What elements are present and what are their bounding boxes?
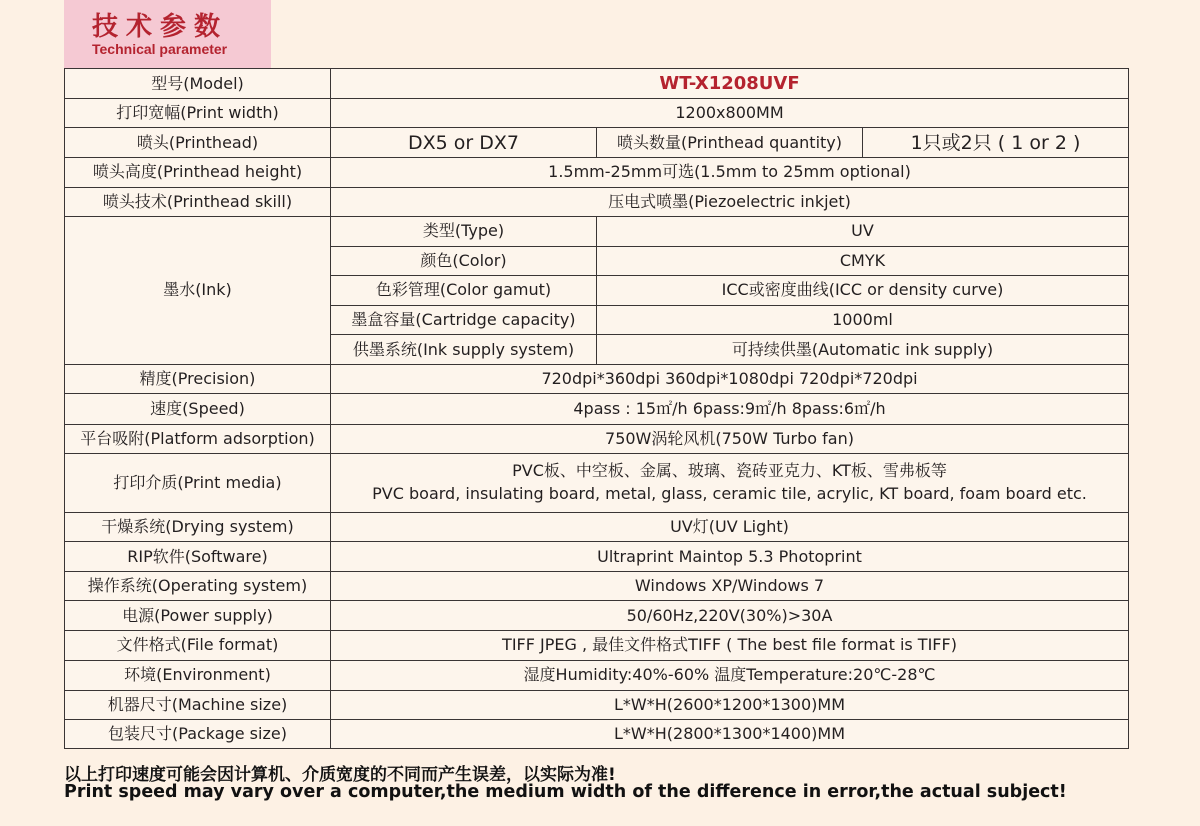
environment-label: 环境(Environment) [65, 660, 331, 690]
ink-type-label: 类型(Type) [331, 216, 597, 246]
speed-value: 4pass : 15㎡/h 6pass:9㎡/h 8pass:6㎡/h [331, 394, 1129, 424]
ink-supply-value: 可持续供墨(Automatic ink supply) [597, 335, 1129, 365]
os-label: 操作系统(Operating system) [65, 572, 331, 601]
ink-gamut-label: 色彩管理(Color gamut) [331, 275, 597, 305]
rip-value: Ultraprint Maintop 5.3 Photoprint [331, 542, 1129, 572]
print-width-value: 1200x800MM [331, 99, 1129, 128]
ink-color-label: 颜色(Color) [331, 246, 597, 275]
table-row [65, 394, 1129, 424]
ink-label: 墨水(Ink) [65, 216, 331, 365]
printhead-height-value: 1.5mm-25mm可选(1.5mm to 25mm optional) [331, 158, 1129, 187]
ink-cartridge-value: 1000ml [597, 306, 1129, 335]
table-row [65, 158, 1129, 187]
printhead-qty-label: 喷头数量(Printhead quantity) [597, 128, 863, 158]
table-row [65, 69, 1129, 99]
table-row [65, 572, 1129, 601]
os-value: Windows XP/Windows 7 [331, 572, 1129, 601]
table-row [65, 453, 1129, 512]
header-title-cn: 技术参数 [92, 12, 229, 42]
ink-type-value: UV [597, 216, 1129, 246]
table-row [65, 719, 1129, 748]
table-row [65, 187, 1129, 216]
precision-label: 精度(Precision) [65, 365, 331, 394]
file-format-value: TIFF JPEG , 最佳文件格式TIFF ( The best file format is TIFF) [331, 631, 1129, 660]
table-row [65, 631, 1129, 660]
file-format-label: 文件格式(File format) [65, 631, 331, 660]
package-size-value: L*W*H(2800*1300*1400)MM [331, 719, 1129, 748]
header-banner [64, 0, 271, 68]
media-value-en: PVC board, insulating board, metal, glass, ceramic tile, acrylic, KT board, foam board etc. [372, 484, 1087, 504]
media-label: 打印介质(Print media) [65, 453, 331, 512]
printhead-qty-value: 1只或2只 ( 1 or 2 ) [863, 128, 1129, 158]
media-value-cn: PVC板、中空板、金属、玻璃、瓷砖亚克力、KT板、雪弗板等 [512, 461, 947, 481]
ink-supply-label: 供墨系统(Ink supply system) [331, 335, 597, 365]
printhead-height-label: 喷头高度(Printhead height) [65, 158, 331, 187]
platform-label: 平台吸附(Platform adsorption) [65, 424, 331, 453]
table-row [65, 512, 1129, 541]
table-row [65, 365, 1129, 394]
table-row [65, 99, 1129, 128]
footer-note-cn: 以上打印速度可能会因计算机、介质宽度的不同而产生误差，以实际为准! [64, 765, 616, 785]
printhead-value: DX5 or DX7 [331, 128, 597, 158]
printhead-skill-label: 喷头技术(Printhead skill) [65, 187, 331, 216]
ink-cartridge-label: 墨盒容量(Cartridge capacity) [331, 306, 597, 335]
package-size-label: 包装尺寸(Package size) [65, 719, 331, 748]
table-row [65, 216, 1129, 246]
speed-label: 速度(Speed) [65, 394, 331, 424]
table-row [65, 601, 1129, 631]
printhead-skill-value: 压电式喷墨(Piezoelectric inkjet) [331, 187, 1129, 216]
ink-color-value: CMYK [597, 246, 1129, 275]
table-row [65, 542, 1129, 572]
model-value: WT-X1208UVF [331, 69, 1129, 99]
printhead-label: 喷头(Printhead) [65, 128, 331, 158]
print-width-label: 打印宽幅(Print width) [65, 99, 331, 128]
drying-value: UV灯(UV Light) [331, 512, 1129, 541]
machine-size-value: L*W*H(2600*1200*1300)MM [331, 690, 1129, 719]
environment-value: 湿度Humidity:40%-60% 温度Temperature:20℃-28℃ [331, 660, 1129, 690]
table-row [65, 690, 1129, 719]
ink-gamut-value: ICC或密度曲线(ICC or density curve) [597, 275, 1129, 305]
machine-size-label: 机器尺寸(Machine size) [65, 690, 331, 719]
drying-label: 干燥系统(Drying system) [65, 512, 331, 541]
table-row [65, 424, 1129, 453]
header-title-en: Technical parameter [92, 41, 228, 57]
spec-table [64, 68, 1129, 749]
footer-note-en: Print speed may vary over a computer,the medium width of the difference in error,the actual subject! [64, 782, 1067, 802]
power-label: 电源(Power supply) [65, 601, 331, 631]
power-value: 50/60Hz,220V(30%)>30A [331, 601, 1129, 631]
table-row [65, 128, 1129, 158]
platform-value: 750W涡轮风机(750W Turbo fan) [331, 424, 1129, 453]
rip-label: RIP软件(Software) [65, 542, 331, 572]
media-value [331, 453, 1129, 512]
model-label: 型号(Model) [65, 69, 331, 99]
table-row [65, 660, 1129, 690]
precision-value: 720dpi*360dpi 360dpi*1080dpi 720dpi*720dpi [331, 365, 1129, 394]
